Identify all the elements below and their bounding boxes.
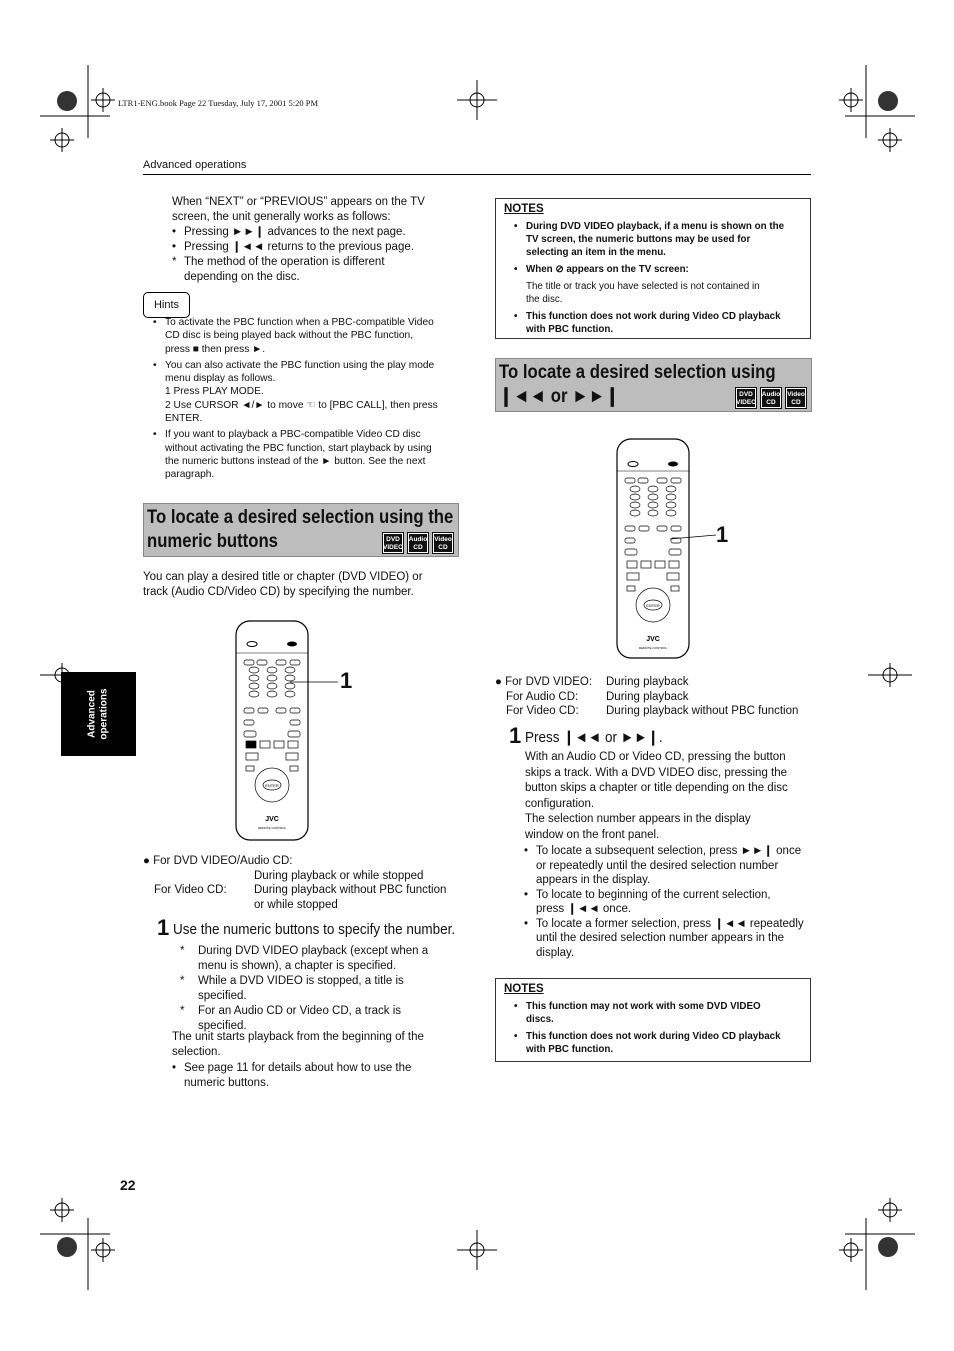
step-star: * During DVD VIDEO playback (except when a menu is shown), a chapter is specified. bbox=[180, 944, 460, 974]
after-line: The unit starts playback from the beginning of the bbox=[172, 1031, 424, 1043]
callout-number: 1 bbox=[340, 668, 353, 693]
numeric-intro bbox=[143, 570, 463, 600]
step-number: 1 bbox=[157, 915, 170, 940]
hint-line: the numeric buttons instead of the ► button. See the next bbox=[165, 455, 426, 467]
hint-line: 1 Press PLAY MODE. bbox=[165, 386, 264, 398]
mode-value: During playback without PBC function bbox=[606, 705, 799, 717]
skip-bullet: • To locate a subsequent selection, press ►►❙ once or repeatedly until the desired selection number appears in the display. bbox=[524, 844, 816, 888]
section-title-line: ❙◄◄ or ►►❙ bbox=[499, 386, 620, 407]
note-item: • This function does not work during Video CD playback with PBC function. bbox=[504, 310, 802, 336]
dvd-video-badge: DVD VIDEO bbox=[735, 387, 757, 409]
hint-line: • If you want to playback a PBC-compatible Video CD disc bbox=[165, 429, 421, 441]
mode-label: For Audio CD: bbox=[506, 691, 579, 703]
notes-box-1 bbox=[495, 198, 811, 339]
hint-item bbox=[153, 359, 459, 425]
desc-line: window on the front panel. bbox=[525, 828, 660, 841]
hint-line: • You can also activate the PBC function using the play mode bbox=[165, 359, 435, 371]
mode-label: For Video CD: bbox=[506, 705, 579, 717]
step-star: * For an Audio CD or Video CD, a track is specified. bbox=[180, 1004, 460, 1034]
hints-icon bbox=[143, 292, 190, 318]
callout-number: 1 bbox=[716, 522, 729, 547]
numeric-intro-line: You can play a desired title or chapter (DVD VIDEO) or bbox=[143, 571, 423, 583]
step-text: Press ❙◄◄ or ►►❙. bbox=[525, 729, 663, 746]
side-tab-line1: Advanced bbox=[86, 690, 98, 738]
desc-line: button skips a chapter or title depending on the disc bbox=[525, 782, 788, 794]
skip-bullet: • To locate a former selection, press ❙◄◄ repeatedly until the desired selection number appears in the display. bbox=[524, 917, 816, 961]
hint-item bbox=[153, 428, 459, 481]
intro-star-cont: depending on the disc. bbox=[184, 271, 300, 283]
page-number: 22 bbox=[120, 1177, 136, 1193]
step-text: Use the numeric buttons to specify the number. bbox=[173, 921, 456, 938]
intro-star: * The method of the operation is different bbox=[172, 255, 462, 270]
intro-line: screen, the unit generally works as follows: bbox=[172, 211, 391, 223]
note-item: • During DVD VIDEO playback, if a menu is shown on the TV screen, the numeric buttons may be used for selecting an item in the menu. bbox=[504, 220, 802, 259]
audio-cd-badge: Audio CD bbox=[407, 532, 429, 554]
hint-line: • To activate the PBC function when a PBC-compatible Video bbox=[165, 317, 434, 328]
desc-line: configuration. bbox=[525, 797, 595, 810]
desc-line: skips a track. With a DVD VIDEO disc, pressing the bbox=[525, 766, 788, 779]
audio-cd-badge: Audio CD bbox=[760, 387, 782, 409]
callout-line bbox=[290, 670, 338, 690]
hint-line: 2 Use CURSOR ◄/► to move ☜ to [PBC CALL], then press bbox=[165, 399, 438, 411]
step-notes bbox=[180, 944, 460, 1034]
hint-line: CD disc is being played back without the PBC function, bbox=[165, 330, 414, 342]
mode-label: ● For DVD VIDEO/Audio CD: bbox=[143, 855, 293, 867]
mode-value: or while stopped bbox=[254, 899, 338, 911]
mode-label: For Video CD: bbox=[154, 884, 227, 896]
see-page-bullet: • See page 11 for details about how to use the numeric buttons. bbox=[172, 1061, 462, 1091]
video-cd-badge: Video CD bbox=[432, 532, 454, 554]
callout-line bbox=[670, 525, 718, 545]
section-title-line: numeric buttons bbox=[147, 531, 278, 552]
mode-value: During playback bbox=[606, 676, 689, 688]
after-line: selection. bbox=[172, 1046, 221, 1058]
hints-list bbox=[153, 316, 459, 482]
remote-control-illustration bbox=[232, 618, 312, 843]
numeric-intro-line: track (Audio CD/Video CD) by specifying the number. bbox=[143, 586, 414, 598]
hint-line: paragraph. bbox=[165, 469, 215, 481]
mode-value: During playback bbox=[606, 691, 689, 703]
video-cd-badge: Video CD bbox=[785, 387, 807, 409]
step-description bbox=[525, 750, 815, 843]
skip-bullet: • To locate to beginning of the current selection, press ❙◄◄ once. bbox=[524, 888, 816, 917]
hint-line: without activating the PBC function, start playback by using bbox=[165, 442, 432, 454]
step-number: 1 bbox=[509, 723, 522, 748]
section-title-line: To locate a desired selection using bbox=[499, 362, 776, 383]
notes-box-2 bbox=[495, 978, 811, 1062]
intro-block bbox=[172, 195, 462, 285]
side-tab bbox=[61, 672, 136, 756]
hint-line: ENTER. bbox=[165, 413, 203, 425]
mode-value: During playback or while stopped bbox=[254, 870, 424, 882]
skip-bullets bbox=[524, 844, 816, 960]
section-title-line: To locate a desired selection using the bbox=[147, 507, 454, 528]
note-item: • This function may not work with some DVD VIDEO discs. bbox=[504, 1000, 802, 1026]
hint-line: menu display as follows. bbox=[165, 373, 276, 385]
after-text bbox=[172, 1030, 462, 1091]
remote-brand-logo: JVC bbox=[265, 816, 279, 823]
note-para: The title or track you have selected is not contained in the disc. bbox=[526, 281, 760, 305]
hint-line: press ■ then press ►. bbox=[165, 343, 266, 355]
step-star: * While a DVD VIDEO is stopped, a title is specified. bbox=[180, 974, 460, 1004]
file-info: LTR1-ENG.book Page 22 Tuesday, July 17, 2001 5:20 PM bbox=[118, 98, 319, 108]
note-item: • When ⊘ appears on the TV screen: bbox=[504, 263, 802, 276]
intro-line: When “NEXT” or “PREVIOUS” appears on the TV bbox=[172, 196, 425, 208]
hint-item bbox=[153, 316, 459, 356]
dvd-video-badge: DVD VIDEO bbox=[382, 532, 404, 554]
intro-bullet: • Pressing ❙◄◄ returns to the previous page. bbox=[172, 240, 462, 255]
disc-badges bbox=[732, 387, 807, 409]
desc-line: With an Audio CD or Video CD, pressing the button bbox=[525, 751, 786, 763]
disc-badges bbox=[379, 532, 454, 554]
remote-caption: REMOTE CONTROL bbox=[257, 826, 287, 830]
intro-bullet: • Pressing ►►❙ advances to the next page. bbox=[172, 225, 462, 240]
note-item: • This function does not work during Video CD playback with PBC function. bbox=[504, 1030, 802, 1056]
notes-heading: NOTES bbox=[504, 983, 544, 995]
header-rule bbox=[143, 174, 811, 175]
remote-enter-label: ENTER bbox=[265, 783, 279, 788]
remote-enter-label: ENTER bbox=[646, 603, 660, 608]
section-title-skip bbox=[495, 358, 812, 412]
desc-line: The selection number appears in the display bbox=[525, 813, 751, 825]
mode-value: During playback without PBC function bbox=[254, 884, 447, 896]
remote-control-illustration bbox=[613, 436, 693, 661]
section-title-numeric bbox=[143, 503, 459, 557]
notes-heading: NOTES bbox=[504, 203, 544, 215]
mode-table bbox=[495, 675, 811, 723]
section-label: Advanced operations bbox=[143, 159, 247, 171]
mode-table bbox=[143, 854, 463, 914]
mode-label: ● For DVD VIDEO: bbox=[495, 676, 593, 688]
side-tab-line2: operations bbox=[98, 688, 110, 740]
remote-caption: REMOTE CONTROL bbox=[638, 646, 668, 650]
remote-brand-logo: JVC bbox=[646, 636, 660, 643]
hints-label: Hints bbox=[153, 299, 180, 311]
